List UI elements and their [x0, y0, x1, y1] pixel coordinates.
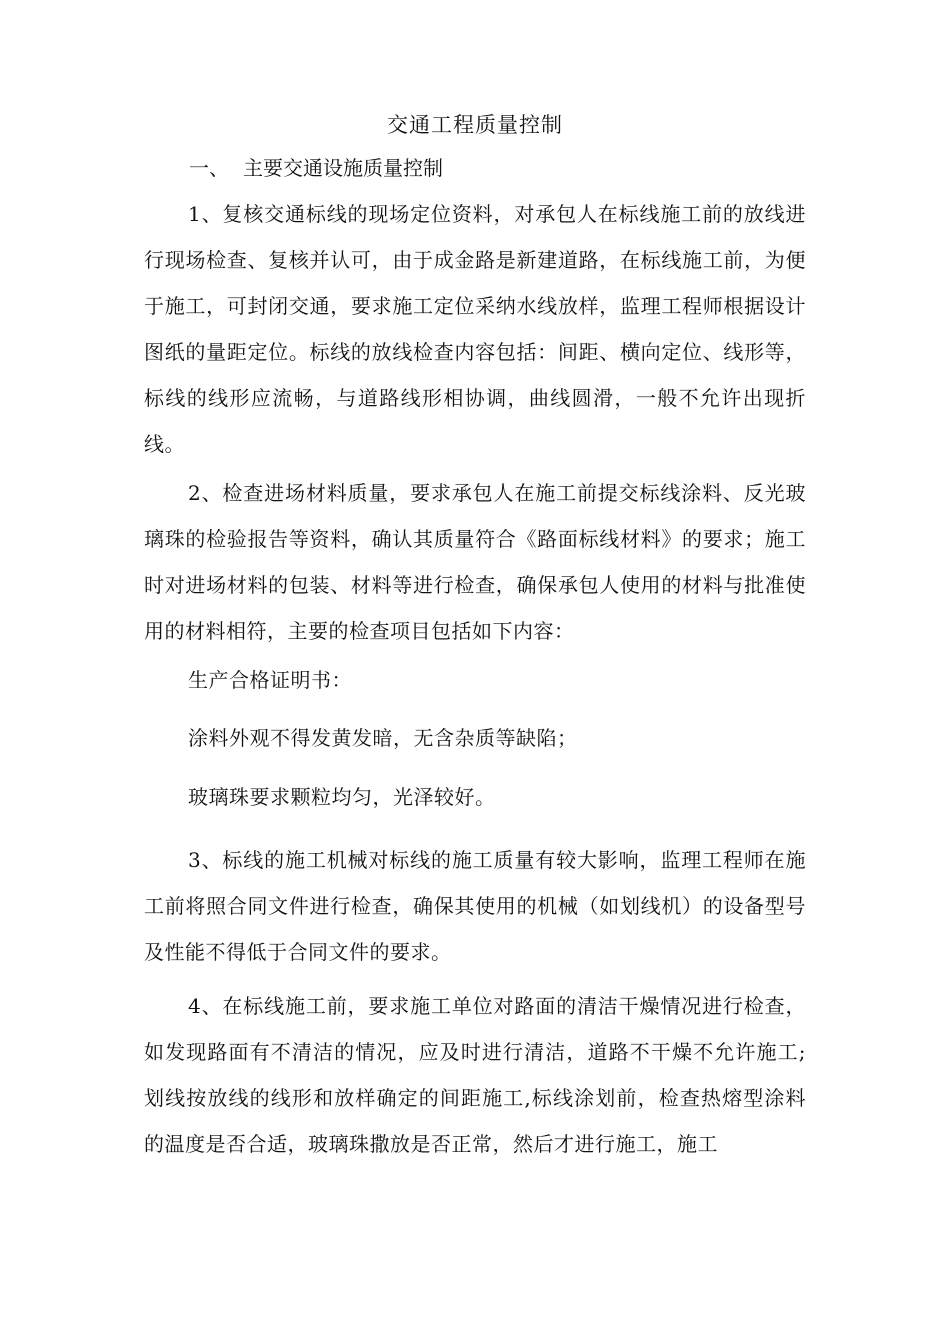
paragraph-3: 3、标线的施工机械对标线的施工质量有较大影响，监理工程师在施工前将照合同文件进行检查，确保其使用的机械（如划线机）的设备型号及性能不得低于合同文件的要求。 [144, 848, 806, 964]
document-title: 交通工程质量控制 [387, 113, 563, 137]
paragraph-1: 1、复核交通标线的现场定位资料，对承包人在标线施工前的放线进行现场检查、复核并认可，由于成金路是新建道路，在标线施工前，为便于施工，可封闭交通，要求施工定位采纳水线放样，监理工程师根据设计图纸的量距定位。标线的放线检查内容包括：间距、横向定位、线形等，标线的线形应流畅，与道路线形相协调，曲线圆滑，一般不允许出现折线。 [144, 202, 806, 456]
section-number: 一、 [189, 156, 229, 180]
paragraph-4: 4、在标线施工前，要求施工单位对路面的清洁干燥情况进行检查，如发现路面有不清洁的情况，应及时进行清洁，道路不干燥不允许施工;划线按放线的线形和放样确定的间距施工,标线涂划前，检查热熔型涂料的温度是否合适，玻璃珠撒放是否正常，然后才进行施工，施工 [144, 994, 806, 1156]
section-heading [189, 154, 443, 182]
check-item-paint-appearance: 涂料外观不得发黄发暗，无含杂质等缺陷； [188, 726, 578, 750]
check-item-glass-beads: 玻璃珠要求颗粒均匀，光泽较好。 [188, 785, 496, 809]
check-item-certificate: 生产合格证明书： [188, 668, 352, 692]
section-heading-text: 主要交通设施质量控制 [243, 156, 443, 180]
paragraph-2: 2、检查进场材料质量，要求承包人在施工前提交标线涂料、反光玻璃珠的检验报告等资料，确认其质量符合《路面标线材料》的要求；施工时对进场材料的包装、材料等进行检查，确保承包人使用的材料与批准使用的材料相符，主要的检查项目包括如下内容： [144, 481, 806, 643]
